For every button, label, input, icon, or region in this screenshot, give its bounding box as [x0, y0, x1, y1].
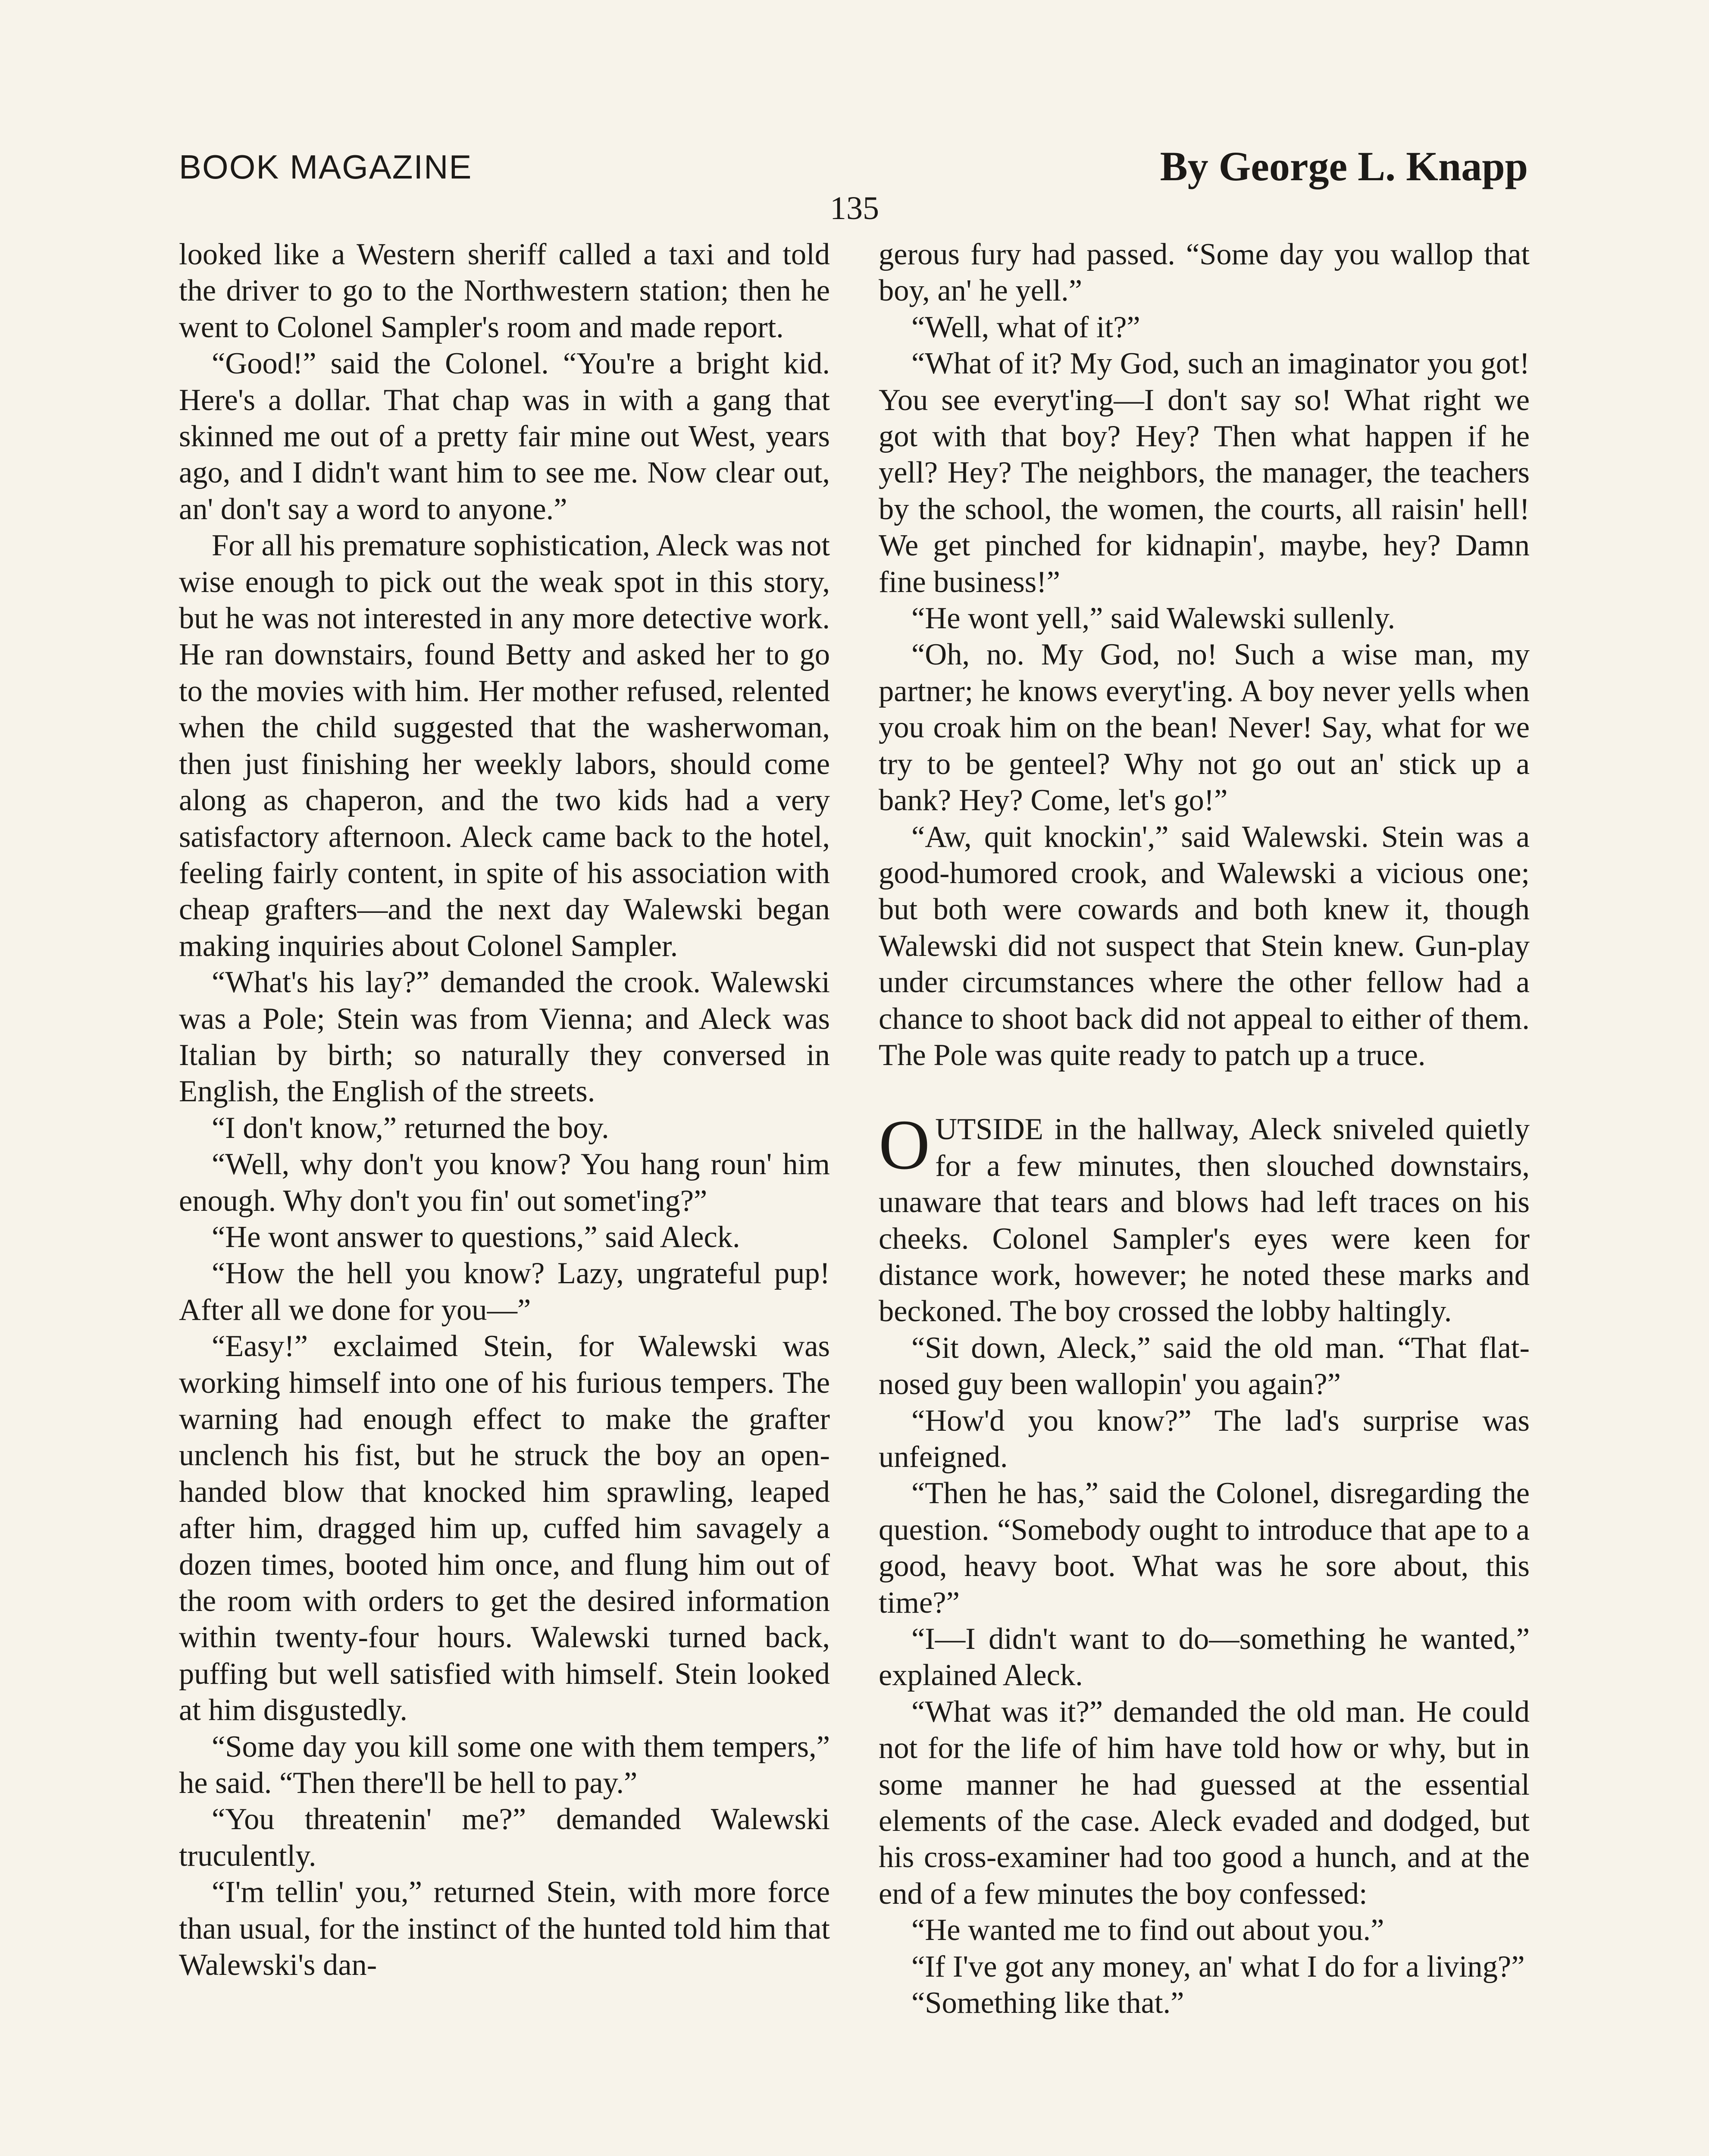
page-number: 135: [830, 190, 879, 226]
paragraph: “What's his lay?” demanded the crook. Walewski was a Pole; Stein was from Vienna; and Aleck was Italian by birth; so naturally they conversed in English, the English of the streets.: [179, 965, 830, 1109]
paragraph: “What was it?” demanded the old man. He could not for the life of him have told how or why, but in some manner he had guessed at the essential elements of the case. Aleck evaded and dodged, but his cross-examiner had too good a hunch, and at the end of a few minutes the boy confessed:: [879, 1695, 1530, 1911]
paragraph: “How the hell you know? Lazy, ungrateful pup! After all we done for you—”: [179, 1257, 830, 1327]
paragraph: “You threatenin' me?” demanded Walewski truculently.: [179, 1802, 830, 1873]
paragraph: “Then he has,” said the Colonel, disregarding the question. “Somebody ought to introduce that ape to a good, heavy boot. What was he sore about, this time?”: [879, 1476, 1530, 1620]
section-break: [879, 1073, 1530, 1111]
paragraph: “Oh, no. My God, no! Such a wise man, my partner; he knows everyt'ing. A boy never yells when you croak him on the bean! Never! Say, what for we try to be genteel? Why not go out an' stick up a bank? Hey? Come, let's go!”: [879, 638, 1530, 818]
paragraph: “Easy!” exclaimed Stein, for Walewski was working himself into one of his furious tempers. The warning had enough effect to make the grafter unclench his fist, but he struck the boy an open-handed blow that knocked him sprawling, leaped after him, dragged him up, cuffed him savagely a dozen times, booted him once, and flung him out of the room with orders to get the desired information within twenty-four hours. Walewski turned back, puffing but well satisfied with himself. Stein looked at him disgustedly.: [179, 1329, 830, 1727]
paragraph: “I'm tellin' you,” returned Stein, with more force than usual, for the instinct of the hunted told him that Walewski's dan-: [179, 1875, 830, 1982]
paragraph: “Well, why don't you know? You hang roun' him enough. Why don't you fin' out somet'ing?”: [179, 1147, 830, 1218]
paragraph: “How'd you know?” The lad's surprise was unfeigned.: [879, 1404, 1530, 1474]
paragraph: “I don't know,” returned the boy.: [212, 1111, 609, 1145]
paragraph: “He wanted me to find out about you.”: [911, 1913, 1384, 1947]
paragraph: “Well, what of it?”: [911, 310, 1140, 344]
paragraph: gerous fury had passed. “Some day you wallop that boy, an' he yell.”: [879, 238, 1530, 308]
paragraph-dropcap: [879, 1105, 1530, 1329]
paragraph: “Something like that.”: [911, 1986, 1184, 2020]
paragraph: “He wont yell,” said Walewski sullenly.: [911, 602, 1396, 636]
paragraph: For all his premature sophistication, Aleck was not wise enough to pick out the weak spot in this story, but he was not interested in any more detective work. He ran downstairs, found Betty and asked her to go to the movies with him. Her mother refused, relented when the child suggested that the washerwoman, then just finishing her weekly labors, should come along as chaperon, and the two kids had a very satisfactory afternoon. Aleck came back to the hotel, feeling fairly content, in spite of his association with cheap grafters—and the next day Walewski began making inquiries about Colonel Sampler.: [179, 529, 830, 963]
page-header-byline: By George L. Knapp: [1160, 143, 1528, 189]
paragraph: “He wont answer to questions,” said Aleck.: [212, 1220, 740, 1254]
drop-cap-letter: O: [879, 1105, 930, 1185]
dropcap-paragraph-text: UTSIDE in the hallway, Aleck sniveled quietly for a few minutes, then slouched downstairs, unaware that tears and blows had left traces on his cheeks. Colonel Sampler's eyes were keen for distance work, however; he noted these marks and beckoned. The boy crossed the lobby haltingly.: [879, 1112, 1530, 1329]
right-text-column: [879, 236, 1530, 2021]
paragraph: “What of it? My God, such an imaginator you got! You see everyt'ing—I don't say so! What right we got with that boy? Hey? Then what happen if he yell? Hey? The neighbors, the manager, the teachers by the school, the women, the courts, all raisin' hell! We get pinched for kidnapin', maybe, hey? Damn fine business!”: [879, 347, 1530, 599]
left-text-column: [179, 236, 830, 1984]
page-header-publication: BOOK MAGAZINE: [179, 148, 473, 186]
paragraph: “If I've got any money, an' what I do for a living?”: [911, 1949, 1525, 1984]
paragraph: “Good!” said the Colonel. “You're a bright kid. Here's a dollar. That chap was in with a gang that skinned me out of a pretty fair mine out West, years ago, and I didn't want him to see me. Now clear out, an' don't say a word to anyone.”: [179, 347, 830, 526]
paragraph: “Some day you kill some one with them tempers,” he said. “Then there'll be hell to pay.”: [179, 1730, 830, 1800]
paragraph: “Aw, quit knockin',” said Walewski. Stein was a good-humored crook, and Walewski a vicious one; but both were cowards and both knew it, though Walewski did not suspect that Stein knew. Gun-play under circumstances where the other fellow had a chance to shoot back did not appeal to either of them. The Pole was quite ready to patch up a truce.: [879, 820, 1530, 1072]
paragraph: “I—I didn't want to do—something he wanted,” explained Aleck.: [879, 1622, 1530, 1692]
paragraph: looked like a Western sheriff called a taxi and told the driver to go to the Northwestern station; then he went to Colonel Sampler's room and made report.: [179, 238, 830, 344]
paragraph: “Sit down, Aleck,” said the old man. “That flat-nosed guy been wallopin' you again?”: [879, 1331, 1530, 1401]
